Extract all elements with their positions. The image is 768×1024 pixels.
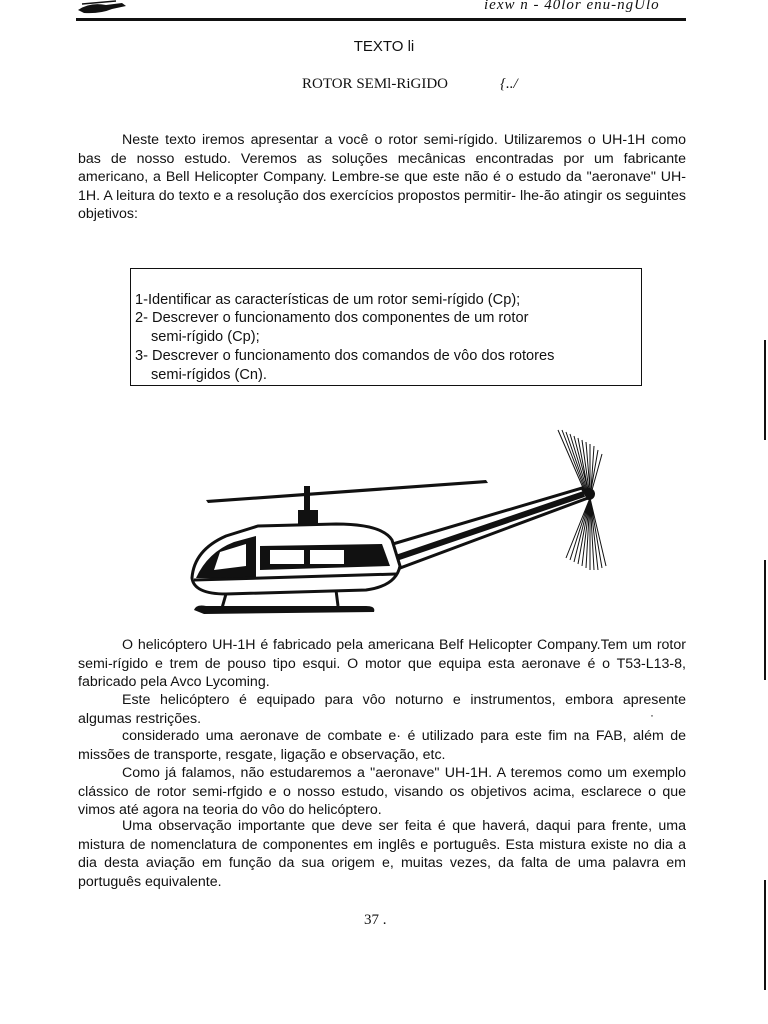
objective-2-continued: semi-rígido (Cp); (151, 329, 260, 345)
body-paragraph-5: Uma observação importante que deve ser feita é que haverá, daqui para frente, uma mistura de nomenclatura de componentes em inglês e português. Esta mistura existe no dia a dia desta aviação em função da sua origem e, muitas vezes, da falta de uma palavra em português equivalente. (78, 818, 686, 890)
objective-1: 1-Identificar as características de um rotor semi-rígido (Cp); (135, 292, 521, 308)
header-running-text: iexw n - 40lor enu-ngUlo (484, 0, 660, 13)
subtitle-mark: {../ (500, 76, 518, 92)
objective-3: 3- Descrever o funcionamento dos comandos de vôo dos rotores (135, 348, 555, 364)
objective-3-continued: semi-rígidos (Cn). (151, 367, 267, 383)
section-subtitle: ROTOR SEMl-RiGIDO (302, 76, 448, 92)
intro-paragraph: Neste texto iremos apresentar a você o rotor semi-rígido. Utilizaremos o UH-1H como bas de nosso estudo. Veremos as soluções mecânicas encontradas por um fabricante americano, a Bell Helicopter Company. Lembre-se que este não é o estudo da "aeronave" UH-1H. A leitura do texto e a resolução dos exercícios propostos permitir- lhe-ão atingir os seguintes objetivos: (78, 132, 686, 222)
scan-edge-mark (764, 340, 766, 440)
stray-dot: · (650, 708, 654, 722)
scan-edge-mark (764, 880, 766, 990)
objective-2: 2- Descrever o funcionamento dos componentes de um rotor (135, 310, 529, 326)
scan-edge-mark (764, 560, 766, 680)
objectives-box (130, 268, 642, 386)
body-paragraph-1: O helicóptero UH-1H é fabricado pela americana Belf Helicopter Company.Tem um rotor semi-rígido e trem de pouso tipo esqui. O motor que equipa esta aeronave é o T53-L13-8, fabricado pela Avco Lycoming. (78, 637, 686, 690)
body-paragraph-4: Como já falamos, não estudaremos a "aeronave" UH-1H. A teremos como um exemplo clássico de rotor semi-rfgido e o nosso estudo, visando os objetivos acima, esclarece o que vimos até agora na teoria do vôo do helicóptero. (78, 765, 686, 818)
header-logo (76, 0, 128, 14)
header-rule (76, 18, 686, 21)
helicopter-illustration (186, 428, 614, 624)
body-paragraph-3: considerado uma aeronave de combate e· é utilizado para este fim na FAB, além de missões de transporte, resgate, ligação e observação, etc. (78, 728, 686, 763)
page-title: TEXTO li (353, 38, 415, 55)
page-number: 37 . (364, 912, 387, 928)
body-paragraph-2: Este helicóptero é equipado para vôo noturno e instrumentos, embora apresente algumas restrições. (78, 692, 686, 727)
